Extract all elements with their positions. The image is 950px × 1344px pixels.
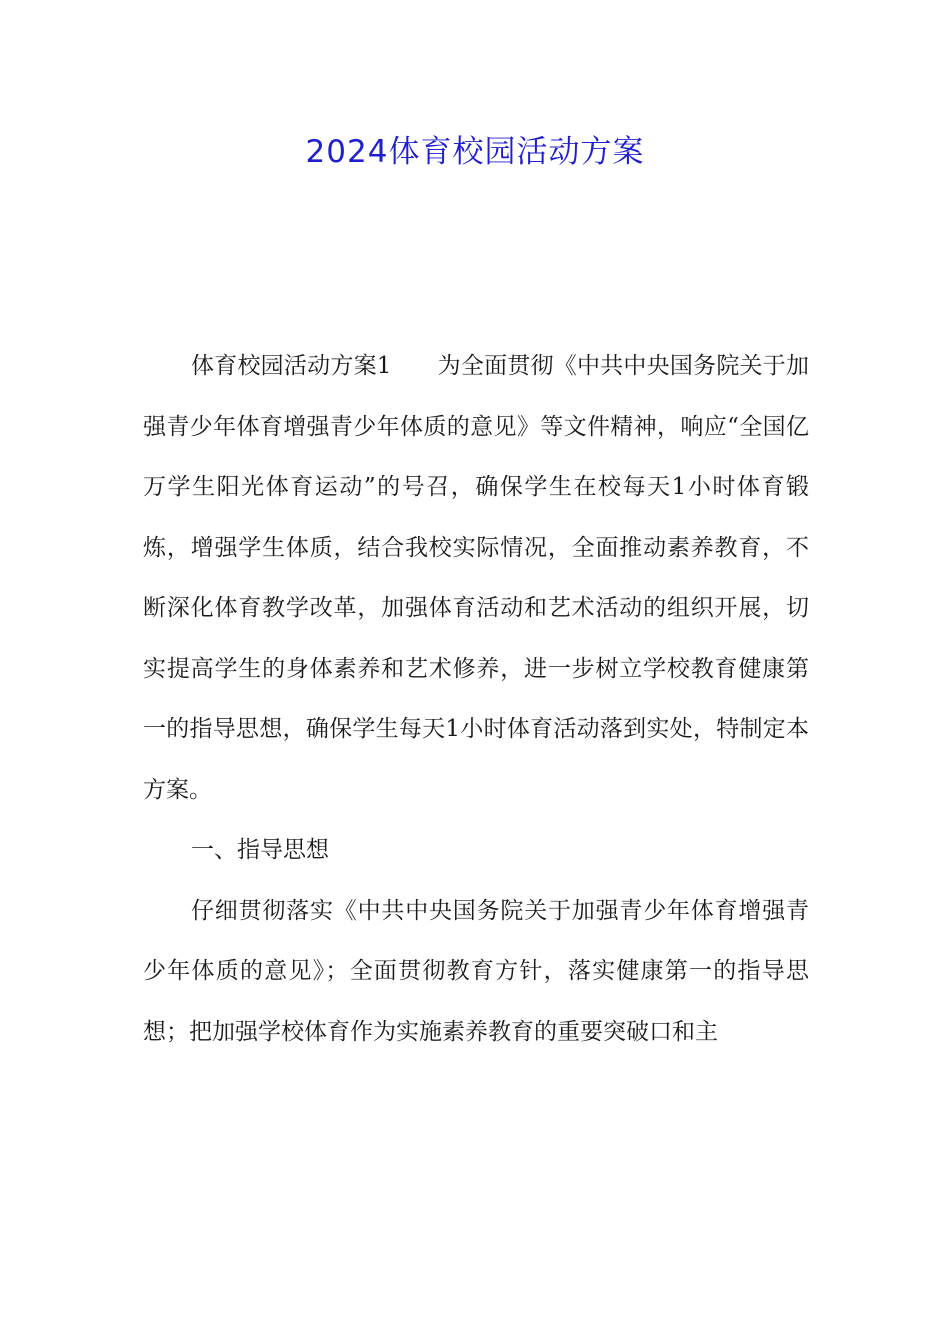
- intro-paragraph: [143, 336, 809, 820]
- intro-lead: 体育校园活动方案1: [191, 353, 392, 379]
- intro-body: 为全面贯彻《中共中央国务院关于加强青少年体育增强青少年体质的意见》等文件精神，响应“全国亿万学生阳光体育运动”的号召，确保学生在校每天1小时体育锻炼，增强学生体质，结合我校实际情况，全面推动素养教育，不断深化体育教学改革，加强体育活动和艺术活动的组织开展，切实提高学生的身体素养和艺术修养，进一步树立学校教育健康第一的指导思想，确保学生每天1小时体育活动落到实处，特制定本方案。: [143, 353, 809, 803]
- document-title: 2024体育校园活动方案: [305, 134, 645, 170]
- section-heading-guiding-ideology: 一、指导思想: [191, 837, 329, 863]
- document-body: [143, 336, 809, 1062]
- section-paragraph-guiding-ideology: 仔细贯彻落实《中共中央国务院关于加强青少年体育增强青少年体质的意见》；全面贯彻教育方针，落实健康第一的指导思想；把加强学校体育作为实施素养教育的重要突破口和主: [143, 897, 809, 1045]
